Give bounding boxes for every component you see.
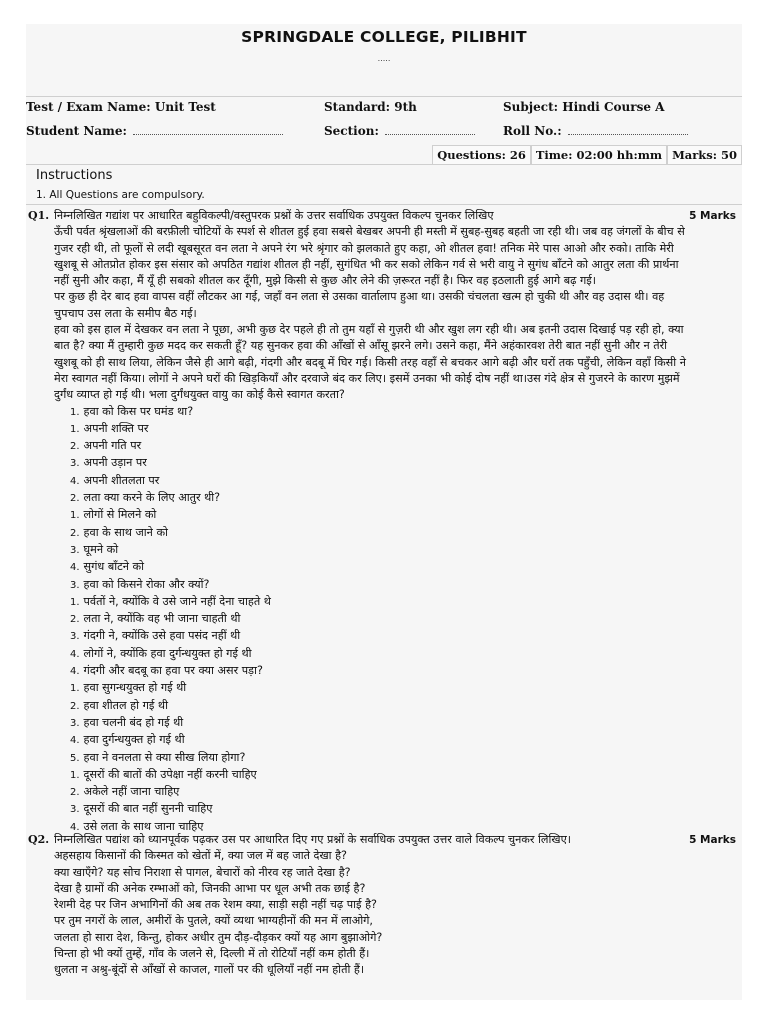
item-number: 4. [70, 666, 80, 678]
item-text: दूसरों की बात नहीं सुननी चाहिए [83, 802, 213, 816]
paper-totals [432, 145, 742, 165]
item-number: 2. [70, 493, 80, 505]
poem-lines [54, 848, 690, 978]
item-number: 4. [70, 562, 80, 574]
question-body [54, 832, 690, 979]
item-text: हवा को किसने रोका और क्यों? [83, 577, 210, 591]
item-text: हवा के साथ जाने को [83, 525, 168, 539]
item-text: हवा सुगन्धयुक्त हो गई थी [83, 681, 187, 695]
item-number: 3. [70, 458, 80, 470]
list-item [70, 784, 690, 801]
item-text: गंदगी ने, क्योंकि उसे हवा पसंद नहीं थी [83, 629, 241, 643]
list-item [70, 421, 690, 438]
roll-no-blank[interactable] [568, 122, 688, 135]
standard-label: Standard: [324, 100, 391, 114]
poem-line: जलता हो सारा देश, किन्तु, होकर अधीर तुम दौड़-दौड़कर क्यों यह आग बुझाओगे? [54, 930, 383, 944]
item-number: 4. [70, 475, 80, 487]
question-2 [26, 832, 742, 979]
college-name: SPRINGDALE COLLEGE, PILIBHIT [241, 28, 527, 46]
totals-divider [26, 164, 742, 165]
passage-paragraph: हवा को इस हाल में देखकर वन लता ने पूछा, अभी कुछ देर पहले ही तो तुम यहाँ से गुज़री थी और खुश लग रही थी। अब इतनी उदास दिखाई पड़ रही हो, क्या बात है? क्या मैं तुम्हारी कुछ मदद कर सकती हूँ? यह सुनकर हवा की आँखों से आँसू झरने लगे। उसने कहा, मैंने अहंकारवश तेरी बात नहीं सुनी और न तेरी खुशबू को ही साथ लिया, लेकिन जैसे ही आगे बढ़ी, गंदगी और बदबू में घिर गई। किसी तरह वहाँ से बचकर आगे बढ़ी और घरों तक पहुँची, लेकिन वहाँ किसी ने मेरा स्वागत नहीं किया। लोगों ने अपने घरों की खिड़कियाँ और दरवाजे बंद कर लिए। इसमें उनका भी कोई दोष नहीं था।उस गंदे क्षेत्र से गुजरने के कारण मुझमें दुर्गंध व्याप्त हो गई थी। भला दुर्गंधयुक्त वायु का कोई कैसे स्वागत करता? [54, 323, 686, 402]
list-item [70, 611, 690, 628]
item-text: अपनी उड़ान पर [83, 456, 147, 470]
meta-row-1 [26, 100, 742, 122]
item-text: घूमने को [83, 542, 119, 556]
item-number: 3. [70, 579, 80, 591]
list-item [70, 628, 690, 645]
list-item [70, 490, 690, 507]
list-item [70, 577, 690, 594]
exam-name-value: Unit Test [154, 100, 216, 114]
list-item [70, 559, 690, 576]
item-text: दूसरों की बातों की उपेक्षा नहीं करनी चाहिए [83, 767, 257, 781]
item-text: लता क्या करने के लिए आतुर थी? [83, 491, 221, 505]
list-item [70, 698, 690, 715]
list-item [70, 473, 690, 490]
list-item [70, 455, 690, 472]
question-items [70, 404, 690, 836]
item-text: हवा शीतल हो गई थी [83, 698, 168, 712]
item-text: लता ने, क्योंकि वह भी जाना चाहती थी [83, 612, 241, 626]
item-text: हवा ने वनलता से क्या सीख लिया होगा? [83, 750, 246, 764]
subject-label: Subject: [503, 100, 559, 114]
item-number: 2. [70, 614, 80, 626]
question-marks: 5 Marks [689, 834, 736, 846]
item-text: अपनी शक्ति पर [83, 421, 149, 435]
question-number: Q1. [28, 209, 50, 222]
section [324, 122, 475, 138]
item-number: 2. [70, 787, 80, 799]
subject [503, 100, 664, 114]
item-text: हवा को किस पर घमंड था? [83, 404, 194, 418]
item-number: 3. [70, 804, 80, 816]
roll-no [503, 122, 688, 138]
student-name [26, 122, 283, 138]
item-number: 1. [70, 423, 80, 435]
item-number: 2. [70, 700, 80, 712]
list-item [70, 438, 690, 455]
question-number: Q2. [28, 833, 50, 846]
item-number: 1. [70, 406, 80, 418]
item-text: हवा दुर्गन्धयुक्त हो गई थी [83, 733, 185, 747]
questions-count: Questions: 26 [432, 145, 531, 165]
list-item [70, 767, 690, 784]
list-item [70, 525, 690, 542]
item-number: 2. [70, 441, 80, 453]
item-text: गंदगी और बदबू का हवा पर क्या असर पड़ा? [83, 664, 263, 678]
poem-line: क्या खाएँगे? यह सोच निराशा से पागल, बेचारों को नीरव रह जाते देखा है? [54, 865, 351, 879]
item-text: पर्वतों ने, क्योंकि वे उसे जाने नहीं देना चाहते थे [83, 594, 271, 608]
list-item [70, 542, 690, 559]
instructions-divider [26, 204, 742, 205]
item-number: 1. [70, 510, 80, 522]
total-marks: Marks: 50 [667, 145, 742, 165]
student-name-label: Student Name: [26, 124, 127, 138]
header-dots: ..... [377, 54, 391, 63]
question-paper [26, 24, 742, 1000]
exam-meta [26, 100, 742, 144]
standard-value: 9th [394, 100, 417, 114]
item-number: 1. [70, 683, 80, 695]
roll-no-label: Roll No.: [503, 124, 562, 138]
item-text: उसे लता के साथ जाना चाहिए [83, 819, 204, 833]
header-divider [26, 96, 742, 97]
poem-line: पर तुम नगरों के लाल, अमीरों के पुतले, क्यों व्यथा भाग्यहीनों की मन में लाओगे, [54, 914, 373, 928]
item-text: अपनी शीतलता पर [83, 473, 160, 487]
item-text: हवा चलनी बंद हो गई थी [83, 715, 184, 729]
item-text: लोगों ने, क्योंकि हवा दुर्गन्धयुक्त हो गई थी [83, 646, 252, 660]
question-prompt: निम्नलिखित पद्यांश को ध्यानपूर्वक पढ़कर उस पर आधारित दिए गए प्रश्नों के सर्वाधिक उपयुक्त उत्तर वाले विकल्प चुनकर लिखिए। [54, 833, 571, 846]
question-1 [26, 208, 742, 836]
poem-line: अहसहाय किसानों की किस्मत को खेतों में, क्या जल में बह जाते देखा है? [54, 849, 347, 863]
poem-line: चिन्ता हो भी क्यों तुम्हें, गाँव के जलने से, दिल्ली में तो रोटियाँ नहीं कम होती हैं। [54, 947, 370, 961]
student-name-blank[interactable] [133, 122, 283, 135]
subject-value: Hindi Course A [562, 100, 665, 114]
list-item [70, 715, 690, 732]
section-blank[interactable] [385, 122, 475, 135]
poem-line: धुलता न अश्रु-बूंदों से आँखों से काजल, गालों पर की धूलियाँ नहीं नम होती हैं। [54, 963, 365, 977]
item-number: 1. [70, 596, 80, 608]
list-item [70, 404, 690, 421]
item-text: अकेले नहीं जाना चाहिए [83, 785, 180, 799]
item-number: 2. [70, 527, 80, 539]
meta-row-2 [26, 122, 742, 144]
standard [324, 100, 417, 114]
passage-paragraph: पर कुछ ही देर बाद हवा वापस वहीं लौटकर आ गई, जहाँ वन लता से उसका वार्तालाप हुआ था। उसकी चंचलता खत्म हो चुकी थी और वह उदास थी। वह चुपचाप उस लता के समीप बैठ गई। [54, 290, 665, 320]
item-number: 4. [70, 648, 80, 660]
list-item [70, 750, 690, 767]
passage-paragraph: ऊँची पर्वत श्रृंखलाओं की बरफ़ीली चोटियों के स्पर्श से शीतल हुई हवा सबसे बेखबर अपनी ही मस्ती में सुबह-सुबह बहती जा रही थी। जब वह जंगलों के बीच से गुजर रही थी, तो फूलों से लदी खूबसूरत वन लता ने अपने रंग भरे श्रृंगार को झलकाते हुए कहा, ओ शीतल हवा! तनिक मेरे पास आओ और रुको। ताकि मेरी खुशबू से ओतप्रोत होकर इस संसार को अपठित गद्यांश शीतल ही नहीं, सुगंधित भी कर सको लेकिन गर्व से भरी वायु ने सुगंध बाँटने को आतुर लता की प्रार्थना नहीं सुनी और कहा, मैं यूँ ही सबको शीतल कर दूँगी, मुझे किसी से कुछ और लेने की ज़रूरत नहीं है। फिर वह इठलाती हुई आगे बढ़ गई। [54, 225, 685, 288]
list-item [70, 507, 690, 524]
paper-header [26, 24, 742, 64]
list-item [70, 732, 690, 749]
section-label: Section: [324, 124, 379, 138]
poem-line: रेशमी देह पर जिन अभागिनों की अब तक रेशम क्या, साड़ी सही नहीं चढ़ पाई है? [54, 898, 377, 912]
item-number: 3. [70, 544, 80, 556]
question-prompt: निम्नलिखित गद्यांश पर आधारित बहुविकल्पी/वस्तुपरक प्रश्नों के उत्तर सर्वाधिक उपयुक्त विकल्प चुनकर लिखिए [54, 209, 494, 222]
item-number: 1. [70, 769, 80, 781]
item-number: 4. [70, 735, 80, 747]
item-text: सुगंध बाँटने को [83, 560, 145, 574]
question-marks: 5 Marks [689, 210, 736, 222]
time-limit: Time: 02:00 hh:mm [531, 145, 667, 165]
list-item [70, 663, 690, 680]
item-number: 3. [70, 717, 80, 729]
instruction-item: 1. All Questions are compulsory. [36, 189, 205, 201]
item-number: 5. [70, 752, 80, 764]
exam-name [26, 100, 216, 114]
item-number: 3. [70, 631, 80, 643]
list-item [70, 801, 690, 818]
poem-line: देखा है ग्रामों की अनेक रम्भाओं को, जिनकी आभा पर धूल अभी तक छाई है? [54, 881, 366, 895]
list-item [70, 680, 690, 697]
exam-name-label: Test / Exam Name: [26, 100, 151, 114]
item-number: 4. [70, 821, 80, 833]
question-body [54, 208, 690, 836]
item-text: लोगों से मिलने को [83, 508, 157, 522]
item-text: अपनी गति पर [83, 439, 142, 453]
list-item [70, 646, 690, 663]
instructions-title: Instructions [36, 168, 113, 183]
list-item [70, 594, 690, 611]
